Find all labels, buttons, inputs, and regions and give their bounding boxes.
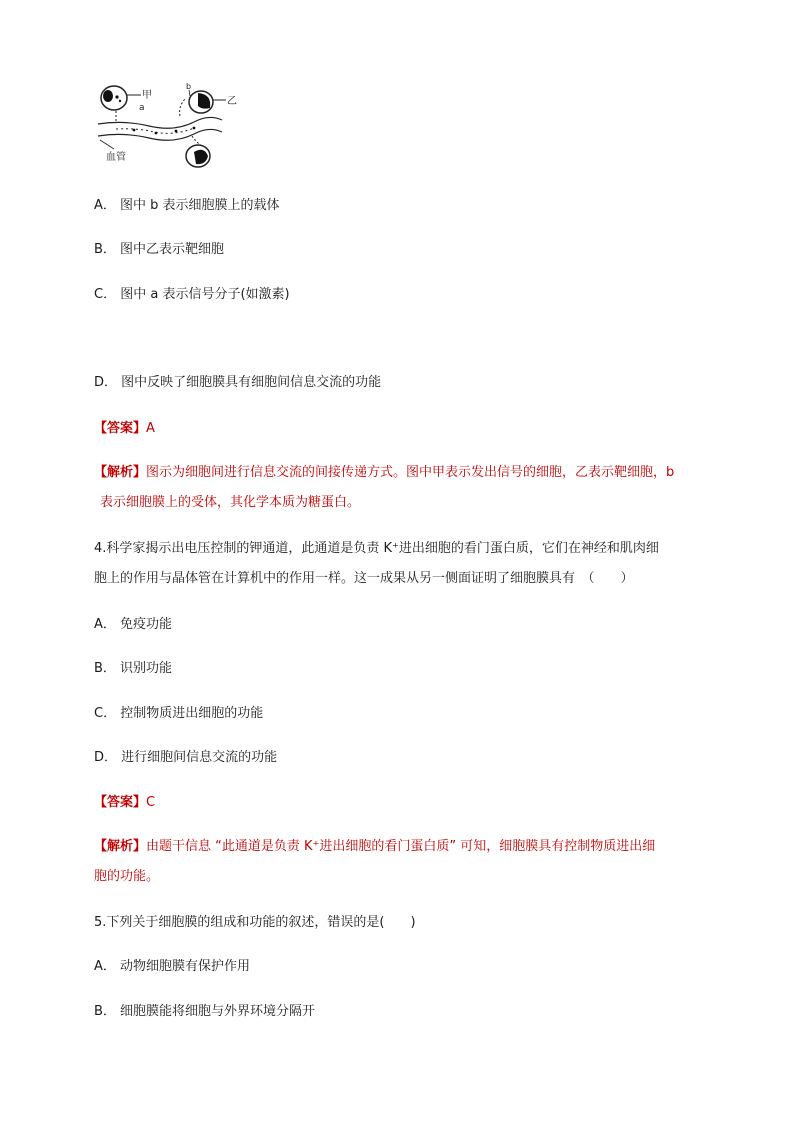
answer-tag: 【答案】 bbox=[94, 795, 147, 810]
q3-answer bbox=[94, 420, 155, 438]
q4-stem-line2: 胞上的作用与晶体管在计算机中的作用一样。这一成果从另一侧面证明了细胞膜具有 （ ） bbox=[94, 571, 634, 586]
analysis-tag: 【解析】 bbox=[94, 839, 147, 854]
analysis-tag: 【解析】 bbox=[94, 465, 147, 480]
label-a: a bbox=[139, 103, 145, 113]
answer-value: C bbox=[146, 795, 156, 810]
cell-signaling-figure bbox=[94, 76, 254, 176]
q3-analysis-line2: 表示细胞膜上的受体，其化学本质为糖蛋白。 bbox=[100, 495, 361, 510]
q4-stem-line1: 4.科学家揭示出电压控制的钾通道，此通道是负责 K⁺进出细胞的看门蛋白质，它们在神经和肌肉细 bbox=[94, 541, 659, 556]
answer-tag: 【答案】 bbox=[94, 421, 147, 436]
q4-analysis-line1 bbox=[94, 838, 655, 856]
analysis-text: 图示为细胞间进行信息交流的间接传递方式。图中甲表示发出信号的细胞，乙表示靶细胞，b bbox=[146, 465, 675, 480]
q4-option-c: C． 控制物质进出细胞的功能 bbox=[94, 706, 264, 721]
q5-stem: 5.下列关于细胞膜的组成和功能的叙述，错误的是( ) bbox=[94, 915, 416, 930]
q4-analysis-line2: 胞的功能。 bbox=[94, 869, 160, 884]
answer-value: A bbox=[146, 421, 155, 436]
q3-option-c: C． 图中 a 表示信号分子(如激素) bbox=[94, 287, 290, 302]
q4-option-a: A． 免疫功能 bbox=[94, 617, 173, 632]
q3-option-d: D． 图中反映了细胞膜具有细胞间信息交流的功能 bbox=[94, 375, 382, 390]
label-yi: 乙 bbox=[227, 96, 237, 107]
q4-option-d: D． 进行细胞间信息交流的功能 bbox=[94, 750, 278, 765]
q5-option-a: A． 动物细胞膜有保护作用 bbox=[94, 959, 251, 974]
q4-option-b: B． 识别功能 bbox=[94, 661, 173, 676]
q3-option-b: B． 图中乙表示靶细胞 bbox=[94, 242, 225, 257]
q5-option-b: B． 细胞膜能将细胞与外界环境分隔开 bbox=[94, 1004, 316, 1019]
cell-signaling-diagram bbox=[94, 76, 254, 176]
label-b: b bbox=[186, 82, 192, 91]
analysis-text: 由题干信息 “此通道是负责 K⁺进出细胞的看门蛋白质” 可知，细胞膜具有控制物质进出细 bbox=[146, 839, 656, 854]
q3-option-a: A． 图中 b 表示细胞膜上的载体 bbox=[94, 198, 280, 213]
q3-analysis-line1 bbox=[94, 464, 674, 482]
label-vessel: 血管 bbox=[106, 152, 126, 163]
q4-answer bbox=[94, 794, 155, 812]
label-jia: 甲 bbox=[142, 90, 152, 101]
